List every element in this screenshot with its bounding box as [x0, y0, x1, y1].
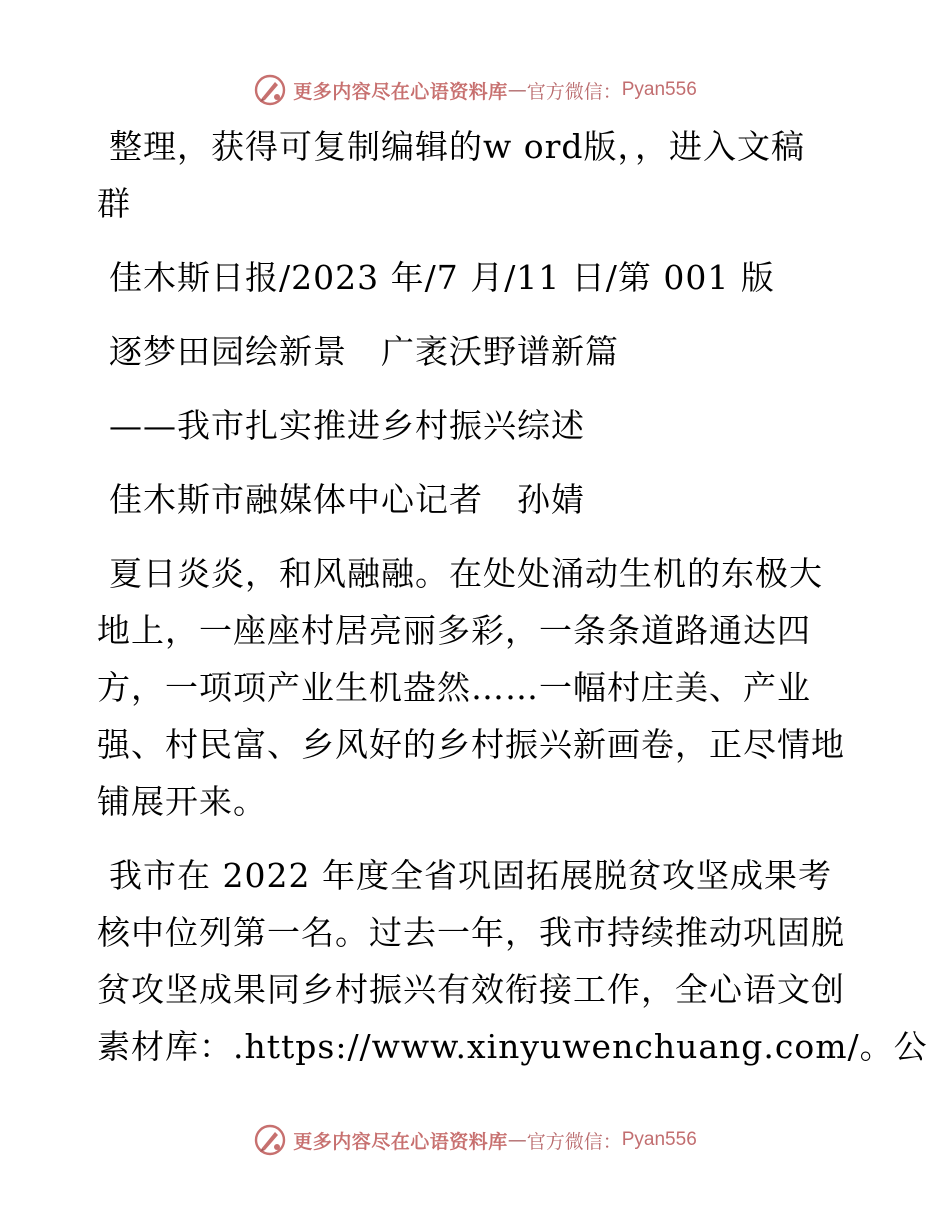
- article-byline: 佳木斯市融媒体中心记者 孙婧: [109, 480, 585, 519]
- watermark-wechat-label: 官方微信：: [526, 80, 622, 103]
- paragraph-2-line-1: 我市在 2022 年度全省巩固拓展脱贫攻坚成果考: [109, 856, 832, 895]
- intro-line-2: 群: [97, 184, 131, 223]
- quill-pen-logo-icon: [253, 1123, 287, 1157]
- article-subheadline: ——我市扎实推进乡村振兴综述: [109, 406, 585, 445]
- paragraph-2-line-4: 素材库：.https://www.xinyuwenchuang.com/。公: [97, 1027, 928, 1066]
- paragraph-2-line-3: 贫攻坚成果同乡村振兴有效衔接工作，全心语文创: [97, 970, 845, 1009]
- watermark-separator: —: [507, 79, 527, 101]
- source-line: 佳木斯日报/2023 年/7 月/11 日/第 001 版: [109, 258, 775, 297]
- document-body: [97, 118, 928, 1075]
- header-watermark: [0, 70, 950, 110]
- paragraph-1-line-1: 夏日炎炎，和风融融。在处处涌动生机的东极大: [109, 554, 823, 593]
- paragraph-1-line-2: 地上，一座座村居亮丽多彩，一条条道路通达四: [97, 611, 811, 650]
- paragraph-2-line-2: 核中位列第一名。过去一年，我市持续推动巩固脱: [97, 913, 845, 952]
- paragraph-1-line-5: 铺展开来。: [97, 782, 267, 821]
- watermark-main-text: 更多内容尽在心语资料库: [293, 1130, 508, 1153]
- intro-line-1: 整理，获得可复制编辑的w ord版，，进入文稿: [109, 127, 806, 166]
- quill-pen-logo-icon: [253, 73, 287, 107]
- watermark-wechat-id: Pyan556: [621, 79, 697, 100]
- paragraph-1-line-4: 强、村民富、乡风好的乡村振兴新画卷，正尽情地: [97, 725, 845, 764]
- watermark-wechat-label: 官方微信：: [526, 1130, 622, 1153]
- watermark-separator: —: [507, 1129, 527, 1151]
- watermark-main-text: 更多内容尽在心语资料库: [293, 80, 508, 103]
- watermark-wechat-id: Pyan556: [621, 1129, 697, 1150]
- footer-watermark: [0, 1120, 950, 1160]
- article-headline: 逐梦田园绘新景 广袤沃野谱新篇: [109, 332, 619, 371]
- paragraph-1-line-3: 方，一项项产业生机盎然……一幅村庄美、产业: [97, 668, 811, 707]
